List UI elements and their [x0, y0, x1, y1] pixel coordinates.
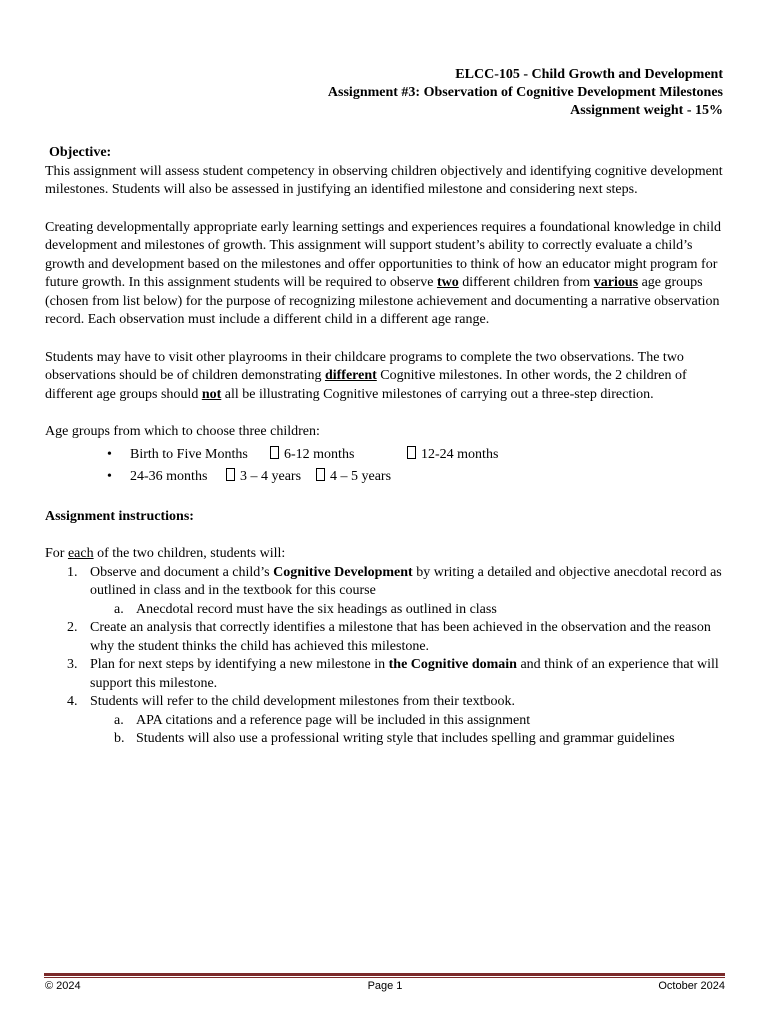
assignment-title: Assignment #3: Observation of Cognitive Development Milestones	[327, 85, 723, 100]
instruction-step-4: 4. Students will refer to the child development milestones from their textbook.	[67, 694, 515, 709]
objective-heading: Objective:	[49, 145, 112, 160]
age-group-item: 12-24 months	[407, 446, 498, 465]
age-group-row-2	[107, 468, 725, 490]
footer-divider	[44, 973, 725, 978]
checkbox-placeholder-icon	[316, 468, 325, 481]
checkbox-placeholder-icon	[270, 446, 279, 459]
instructions-list	[45, 564, 725, 749]
footer-date: October 2024	[658, 980, 725, 992]
objective-paragraph-2: Creating developmentally appropriate early learning settings and experiences requires a foundational knowledge in child development and milestones of growth. This assignment will support student’s ability to correctly evaluate a child’s growth and development based on the milestones and offer opportunities to think of how an educator might program for future growth. In this assignment students will be required to observe two different children from various age groups (chosen from list below) for the purpose of recognizing milestone achievement and documenting a narrative observation record. Each observation must include a different child in a different age range.	[45, 219, 722, 327]
emphasis-each: each	[67, 546, 94, 561]
bullet: •	[107, 446, 112, 462]
emphasis-two: two	[436, 275, 459, 290]
bullet: •	[107, 468, 112, 484]
footer-copyright: © 2024	[45, 980, 81, 992]
checkbox-placeholder-icon	[226, 468, 235, 481]
course-title: ELCC-105 - Child Growth and Development	[455, 67, 723, 82]
assignment-weight: Assignment weight - 15%	[570, 103, 723, 118]
instruction-step-3: 3. Plan for next steps by identifying a new milestone in the Cognitive domain and think of an experience that will support this milestone.	[67, 657, 719, 691]
objective-paragraph-3: Students may have to visit other playrooms in their childcare programs to complete the two observations. The two observations should be of children demonstrating different Cognitive milestones. In other words, the 2 children of different age groups should not all be illustrating Cognitive milestones of carrying out a three-step direction.	[45, 349, 687, 402]
document-header	[328, 66, 723, 120]
age-group-item: 6-12 months	[270, 446, 354, 465]
footer-page-number: Page 1	[367, 980, 403, 992]
objective-paragraph-1: This assignment will assess student competency in observing children objectively and identifying cognitive development milestones. Students will also be assessed in justifying an identified milestone and considering next steps.	[45, 163, 723, 197]
age-group-item: Birth to Five Months	[130, 446, 248, 462]
age-group-item: 3 – 4 years	[226, 468, 301, 487]
instructions-heading: Assignment instructions:	[45, 508, 194, 524]
checkbox-placeholder-icon	[407, 446, 416, 459]
age-group-item: 24-36 months	[130, 468, 208, 484]
document-body	[45, 144, 725, 749]
instruction-substep: a. Anecdotal record must have the six headings as outlined in class	[114, 601, 497, 617]
instruction-substep: a. APA citations and a reference page will be included in this assignment	[114, 712, 531, 728]
instruction-step-1: 1. Observe and document a child’s Cognitive Development by writing a detailed and objective anecdotal record as outlined in class and in the textbook for this course	[67, 564, 722, 598]
age-groups-intro: Age groups from which to choose three children:	[45, 424, 320, 439]
emphasis-not: not	[201, 386, 222, 402]
emphasis-various: various	[593, 275, 639, 290]
instruction-step-2: 2. Create an analysis that correctly identifies a milestone that has been achieved in the observation and the reason why the student thinks the child has achieved this milestone.	[67, 620, 711, 654]
page-footer	[45, 980, 725, 994]
emphasis-different: different	[324, 368, 377, 383]
age-group-row-1	[107, 446, 725, 468]
instructions-intro: For each of the two children, students will:	[45, 546, 286, 561]
age-group-item: 4 – 5 years	[316, 468, 391, 487]
instruction-substep: b. Students will also use a professional writing style that includes spelling and grammar guidelines	[114, 731, 675, 746]
